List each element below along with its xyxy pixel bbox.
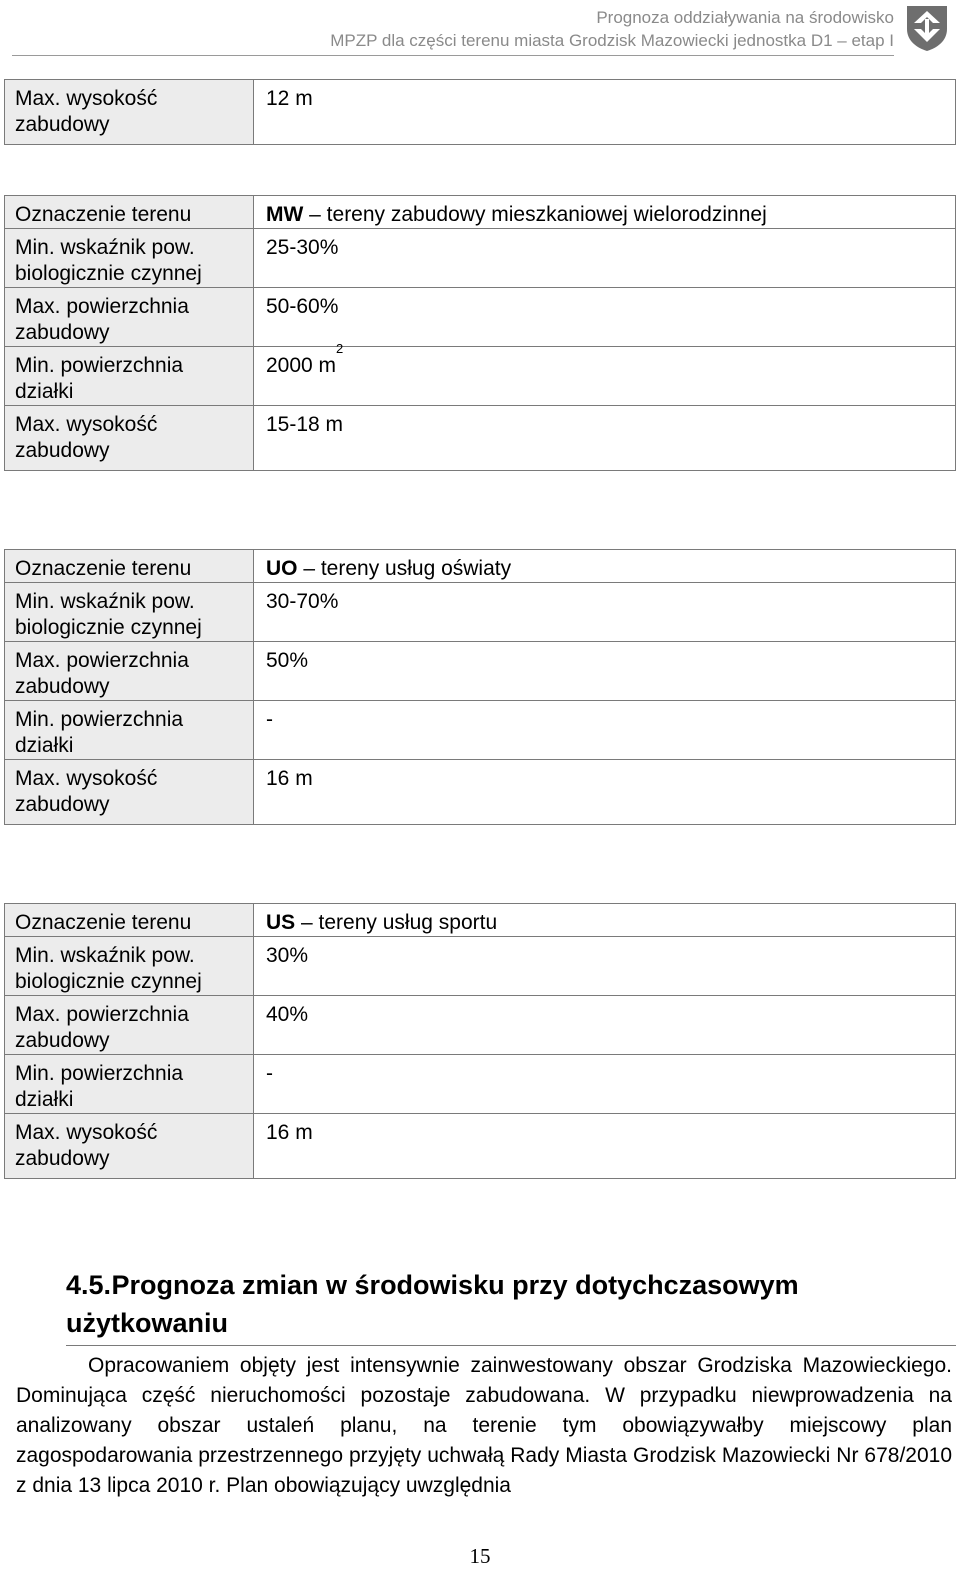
- area-exponent: 2: [336, 341, 344, 356]
- table-mw: [4, 195, 956, 471]
- row-label: Max. powierzchnia zabudowy: [5, 996, 254, 1055]
- row-value: [254, 550, 956, 583]
- row-label: Max. wysokość zabudowy: [5, 760, 254, 825]
- body-paragraph: [16, 1351, 952, 1501]
- row-value: 15-18 m: [254, 406, 956, 471]
- zone-code: UO: [266, 557, 298, 580]
- zone-description: – tereny usług sportu: [295, 911, 498, 934]
- row-value: 16 m: [254, 760, 956, 825]
- row-value: 16 m: [254, 1114, 956, 1179]
- row-value: 50%: [254, 642, 956, 701]
- row-value: 25-30%: [254, 229, 956, 288]
- section-divider: [66, 1345, 956, 1346]
- row-value: [254, 196, 956, 229]
- row-label: Min. powierzchnia działki: [5, 701, 254, 760]
- area-value: 2000 m: [266, 354, 337, 377]
- row-label: Oznaczenie terenu: [5, 904, 254, 937]
- section-heading: [66, 1266, 956, 1342]
- row-label: Max. wysokość zabudowy: [5, 1114, 254, 1179]
- row-label: Max. wysokość zabudowy: [5, 406, 254, 471]
- row-label: Min. powierzchnia działki: [5, 347, 254, 406]
- zone-code: MW: [266, 203, 304, 226]
- table-uo: [4, 549, 956, 825]
- row-label: Max. powierzchnia zabudowy: [5, 642, 254, 701]
- header-title: Prognoza oddziaływania na środowisko: [596, 8, 894, 27]
- row-label: Min. wskaźnik pow. biologicznie czynnej: [5, 937, 254, 996]
- row-label: Max. powierzchnia zabudowy: [5, 288, 254, 347]
- zone-code: US: [266, 911, 296, 934]
- row-label: Min. wskaźnik pow. biologicznie czynnej: [5, 583, 254, 642]
- row-label: Max. wysokość zabudowy: [5, 80, 254, 145]
- row-value: 30-70%: [254, 583, 956, 642]
- zone-description: – tereny zabudowy mieszkaniowej wielorodzinnej: [303, 203, 767, 226]
- page-number: 15: [469, 1544, 491, 1568]
- row-value: 12 m: [254, 80, 956, 145]
- row-value: -: [254, 1055, 956, 1114]
- row-label: Min. powierzchnia działki: [5, 1055, 254, 1114]
- row-value: 40%: [254, 996, 956, 1055]
- header-subtitle: MPZP dla części terenu miasta Grodzisk Mazowiecki jednostka D1 – etap I: [330, 31, 894, 50]
- header-divider: [12, 55, 894, 56]
- row-value: -: [254, 701, 956, 760]
- running-header: [330, 6, 894, 52]
- zone-description: – tereny usług oświaty: [297, 557, 512, 580]
- row-value: [254, 341, 956, 406]
- table-continuation: [4, 79, 956, 145]
- row-label: Oznaczenie terenu: [5, 550, 254, 583]
- row-value: 50-60%: [254, 288, 956, 347]
- section-title: Prognoza zmian w środowisku przy dotychczasowym użytkowaniu: [66, 1270, 799, 1338]
- paragraph-text: Opracowaniem objęty jest intensywnie zainwestowany obszar Grodziska Mazowieckiego. Dominująca część nieruchomości pozostaje zabudowana. W przypadku niewprowadzenia na analizowany obszar ustaleń planu, na terenie tym obowiązywałby miejscowy plan zagospodarowania przestrzennego przyjęty uchwałą Rady Miasta Grodzisk Mazowiecki Nr 678/2010 z dnia 13 lipca 2010 r. Plan obowiązujący uwzględnia: [16, 1354, 952, 1497]
- row-value: [254, 904, 956, 937]
- row-label: Oznaczenie terenu: [5, 196, 254, 229]
- section-number: 4.5.: [66, 1270, 112, 1300]
- table-us: [4, 903, 956, 1179]
- city-crest-icon: [904, 3, 950, 53]
- row-label: Min. wskaźnik pow. biologicznie czynnej: [5, 229, 254, 288]
- row-value: 30%: [254, 937, 956, 996]
